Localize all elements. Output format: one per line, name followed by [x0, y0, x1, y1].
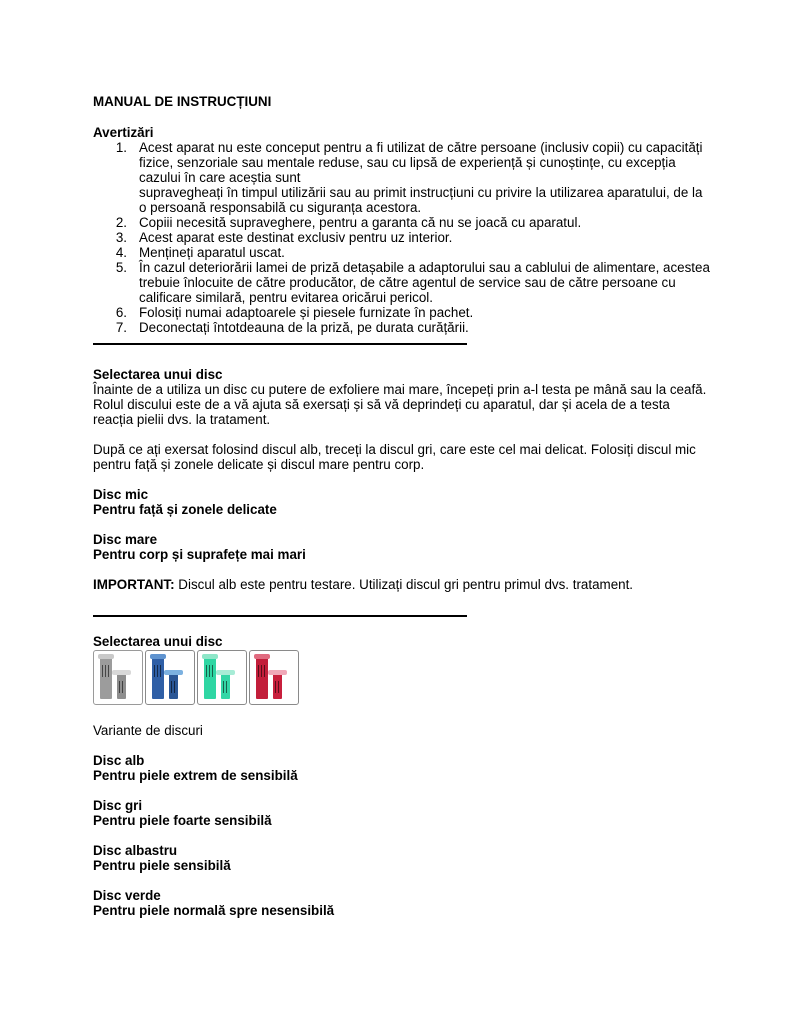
- warning-number: 1.: [115, 140, 127, 155]
- disc-selection-section: [93, 367, 713, 592]
- disc-large-title: Disc mare: [93, 532, 158, 547]
- disc-variant-desc: Pentru piele extrem de sensibilă: [93, 768, 298, 783]
- warnings-heading: Avertizări: [93, 125, 154, 140]
- device-tall-icon: [256, 657, 268, 699]
- warning-text: Mențineți aparatul uscat.: [139, 245, 285, 260]
- warning-item-1: [93, 140, 713, 215]
- disc-variant-title: Disc albastru: [93, 843, 178, 858]
- disc-variant-desc: Pentru piele sensibilă: [93, 858, 231, 873]
- important-text: Discul alb este pentru testare. Utilizați discul gri pentru primul dvs. tratament.: [174, 577, 634, 592]
- warning-number: 5.: [115, 260, 127, 275]
- usage-paragraph: După ce ați exersat folosind discul alb, treceți la discul gri, care este cel mai delicat. Folosiți discul mic pentru față și zonele delicate și discul mare pentru corp.: [93, 442, 696, 472]
- device-short-icon: [221, 673, 230, 699]
- disc-variant-list: [93, 753, 713, 918]
- disc-small-title: Disc mic: [93, 487, 149, 502]
- manual-title: MANUAL DE INSTRUCȚIUNI: [93, 94, 272, 109]
- warning-item-6: [93, 305, 713, 320]
- disc-large-desc: Pentru corp și suprafețe mai mari: [93, 547, 306, 562]
- device-short-icon: [117, 673, 126, 699]
- warning-text: Copiii necesită supraveghere, pentru a garanta că nu se joacă cu aparatul.: [139, 215, 582, 230]
- warning-item-7: [93, 320, 713, 335]
- disc-small-desc: Pentru față și zonele delicate: [93, 502, 277, 517]
- disc-variant-title: Disc gri: [93, 798, 143, 813]
- warnings-list: [93, 140, 713, 335]
- warning-text: Deconectați întotdeauna de la priză, pe durata curățării.: [139, 320, 469, 335]
- warning-item-5: [93, 260, 713, 305]
- section-heading: Selectarea unui disc: [93, 634, 223, 649]
- variants-caption: Variante de discuri: [93, 723, 203, 738]
- disc-variant-title: Disc alb: [93, 753, 145, 768]
- device-tall-icon: [152, 657, 164, 699]
- intro-paragraph: Înainte de a utiliza un disc cu putere de exfoliere mai mare, începeți prin a-l testa pe mână sau la ceafă. Rolul discului este de a vă ajuta să exersați și să vă deprindeți cu aparatul, dar și acela de a testa reacția pielii dvs. la tratament.: [93, 382, 707, 427]
- warning-text: Acest aparat este destinat exclusiv pentru uz interior.: [139, 230, 453, 245]
- disc-variant-thumbnail[interactable]: [249, 650, 299, 705]
- disc-variant-thumbnail[interactable]: [145, 650, 195, 705]
- document-content: [93, 94, 713, 918]
- warning-number: 4.: [115, 245, 127, 260]
- disc-variant-thumbnail[interactable]: [93, 650, 143, 705]
- device-short-icon: [169, 673, 178, 699]
- disc-variant-title: Disc verde: [93, 888, 161, 903]
- warning-number: 3.: [115, 230, 127, 245]
- warning-number: 6.: [115, 305, 127, 320]
- section-divider: [93, 343, 467, 345]
- warning-text: Folosiți numai adaptoarele și piesele furnizate în pachet.: [139, 305, 474, 320]
- device-tall-icon: [204, 657, 216, 699]
- device-short-icon: [273, 673, 282, 699]
- disc-variants-section: [93, 634, 713, 918]
- warning-text: În cazul deteriorării lamei de priză detașabile a adaptorului sau a cablului de alimentare, acestea trebuie înlocuite de către producător, de către agentul de service sau de către persoane cu calificare similară, pentru evitarea oricărui pericol.: [139, 260, 710, 305]
- disc-variant-desc: Pentru piele normală spre nesensibilă: [93, 903, 335, 918]
- disc-thumbnails: [93, 650, 713, 705]
- important-note: [93, 577, 713, 592]
- section-heading: Selectarea unui disc: [93, 367, 223, 382]
- device-tall-icon: [100, 657, 112, 699]
- warning-number: 2.: [115, 215, 127, 230]
- important-label: IMPORTANT:: [93, 577, 175, 592]
- warning-item-3: [93, 230, 713, 245]
- section-divider: [93, 615, 467, 617]
- warning-text-continued: supravegheați în timpul utilizării sau au primit instrucțiuni cu privire la utilizarea aparatului, de la o persoană responsabilă cu siguranța acestora.: [139, 185, 703, 215]
- disc-variant-thumbnail[interactable]: [197, 650, 247, 705]
- warning-number: 7.: [115, 320, 127, 335]
- warning-item-2: [93, 215, 713, 230]
- disc-variant-desc: Pentru piele foarte sensibilă: [93, 813, 272, 828]
- warning-item-4: [93, 245, 713, 260]
- warning-text: Acest aparat nu este conceput pentru a fi utilizat de către persoane (inclusiv copii) cu capacități fizice, senzoriale sau mentale reduse, sau cu lipsă de experiență și cunoștințe, cu excepția cazului în care aceștia sunt: [139, 140, 703, 185]
